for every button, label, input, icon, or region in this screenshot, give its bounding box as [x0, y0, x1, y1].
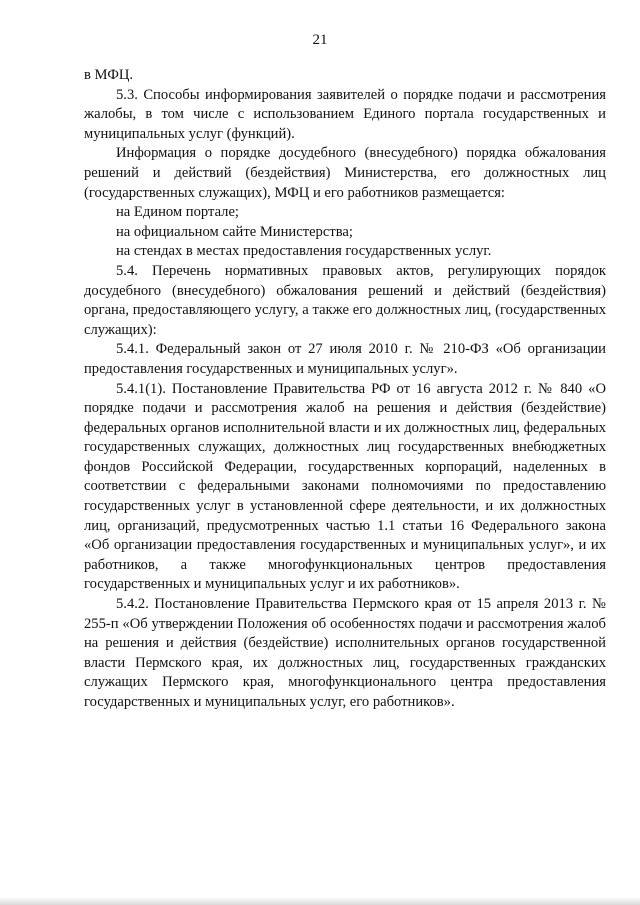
paragraph-mfc-continuation: в МФЦ. — [84, 67, 134, 83]
document-body — [84, 66, 606, 713]
scan-edge — [0, 897, 640, 905]
paragraph-5-3: 5.3. Способы информирования заявителей о порядке подачи и рассмотрения жалобы, в том числе с использованием Единого портала государственных и муниципальных услуг (функций). — [84, 86, 606, 142]
paragraph-5-4-2: 5.4.2. Постановление Правительства Пермского края от 15 апреля 2013 г. № 255-п «Об утверждении Положения об особенностях подачи и рассмотрения жалоб на решения и действия (бездействие) исполнительных органов государственной власти Пермского края, их должностных лиц, государственных гражданских служащих Пермского края, многофункционального центра предоставления государственных и муниципальных услуг, его работников». — [84, 596, 606, 710]
paragraph-information: Информация о порядке досудебного (внесудебного) порядка обжалования решений и действий (бездействия) Министерства, его должностных лиц (государственных служащих), МФЦ и его работников размещается: — [84, 145, 606, 201]
paragraph-5-4: 5.4. Перечень нормативных правовых актов, регулирующих порядок досудебного (внесудебного) обжалования решений и действий (бездействия) органа, предоставляющего услугу, а также его должностных лиц, (государственных служащих): — [84, 262, 606, 338]
paragraph-5-4-1-1: 5.4.1(1). Постановление Правительства РФ от 16 августа 2012 г. № 840 «О порядке подачи и рассмотрения жалоб на решения и действия (бездействие) федеральных органов исполнительной власти и их должностных лиц, федеральных государственных служащих, должностных лиц государственных внебюджетных фондов Российской Федерации, государственных корпораций, наделенных в соответствии с федеральными законами полномочиями по предоставлению государственных услуг в установленной сфере деятельности, и их должностных лиц, организаций, предусмотренных частью 1.1 статьи 16 Федерального закона «Об организации предоставления государственных и муниципальных услуг», и их работников, а также многофункциональных центров предоставления государственных и муниципальных услуг и их работников». — [84, 380, 606, 593]
paragraph-5-4-1: 5.4.1. Федеральный закон от 27 июля 2010 г. № 210-ФЗ «Об организации предоставления государственных и муниципальных услуг». — [84, 341, 606, 377]
list-item-ministry-site: на официальном сайте Министерства; — [116, 223, 353, 240]
list-item-stands: на стендах в местах предоставления государственных услуг. — [116, 243, 492, 260]
page-number: 21 — [312, 32, 328, 48]
list-item-unified-portal: на Едином портале; — [116, 204, 239, 221]
